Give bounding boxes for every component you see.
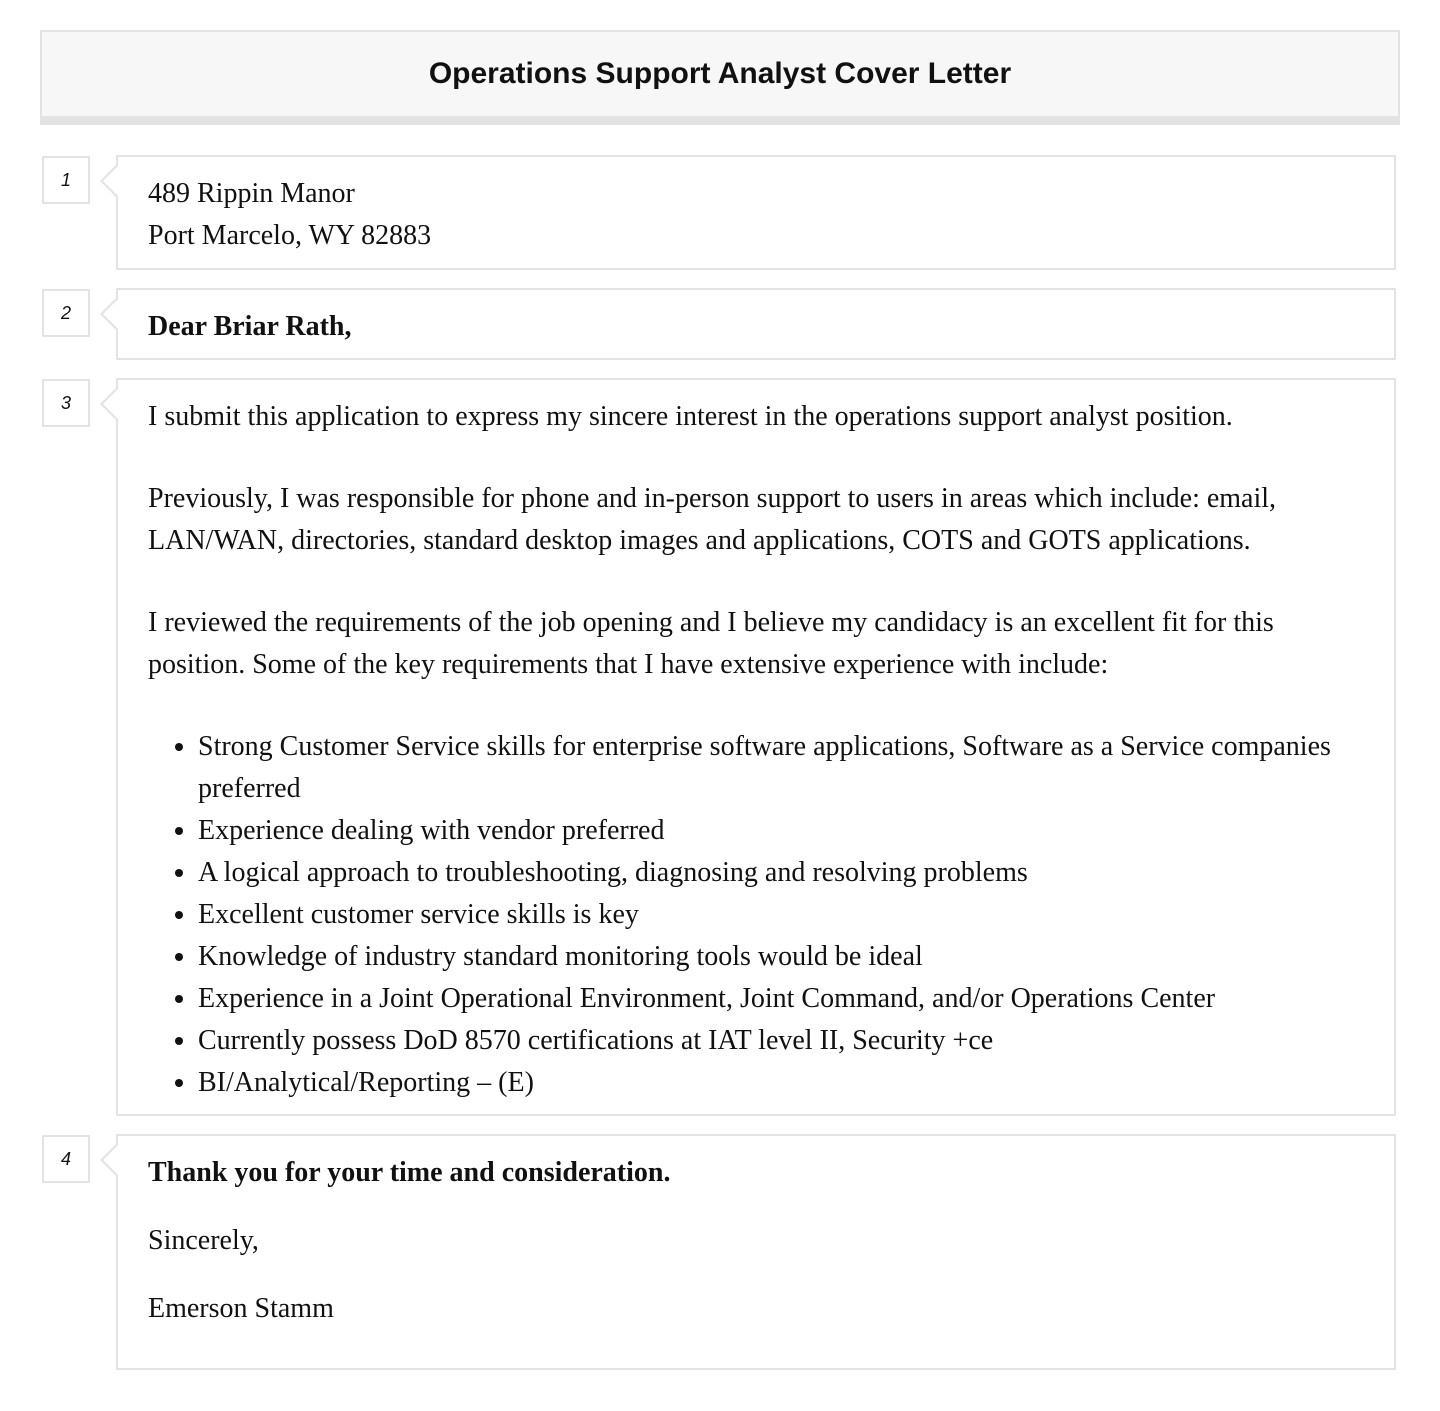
list-item: • Excellent customer service skills is key [198, 894, 1364, 936]
list-item: • A logical approach to troubleshooting, diagnosing and resolving problems [198, 852, 1364, 894]
list-item: • Knowledge of industry standard monitoring tools would be ideal [198, 936, 1364, 978]
list-item: • Currently possess DoD 8570 certifications at IAT level II, Security +ce [198, 1020, 1364, 1062]
section-number-4: 4 [42, 1135, 90, 1183]
greeting-section [116, 288, 1396, 360]
address-line-2: Port Marcelo, WY 82883 [148, 220, 432, 251]
body-paragraph-requirements: I reviewed the requirements of the job opening and I believe my candidacy is an excellent fit for this position. Some of the key requirements that I have extensive experience with include: [148, 607, 1274, 680]
list-item: • BI/Analytical/Reporting – (E) [198, 1062, 1364, 1104]
section-number-2: 2 [42, 289, 90, 337]
closing-section [116, 1134, 1396, 1370]
signoff: Sincerely, [148, 1225, 259, 1256]
body-paragraph-intro: I submit this application to express my sincere interest in the operations support analyst position. [148, 401, 1233, 432]
section-number-3: 3 [42, 379, 90, 427]
page-title: Operations Support Analyst Cover Letter [428, 57, 1012, 90]
list-item: • Experience in a Joint Operational Environment, Joint Command, and/or Operations Center [198, 978, 1364, 1020]
thank-you-line: Thank you for your time and consideration. [148, 1157, 671, 1188]
address-line-1: 489 Rippin Manor [148, 178, 355, 209]
body-paragraph-experience: Previously, I was responsible for phone and in-person support to users in areas which include: email, LAN/WAN, directories, standard desktop images and applications, COTS and GOTS applications. [148, 483, 1277, 556]
page-header [40, 30, 1400, 125]
list-item: • Experience dealing with vendor preferred [198, 810, 1364, 852]
greeting: Dear Briar Rath, [148, 311, 352, 342]
signer-name: Emerson Stamm [148, 1293, 334, 1324]
address-section [116, 155, 1396, 270]
section-number-1: 1 [42, 156, 90, 204]
requirements-list [148, 726, 1364, 1104]
body-section [116, 378, 1396, 1116]
list-item: • Strong Customer Service skills for enterprise software applications, Software as a Service companies preferred [198, 726, 1364, 810]
